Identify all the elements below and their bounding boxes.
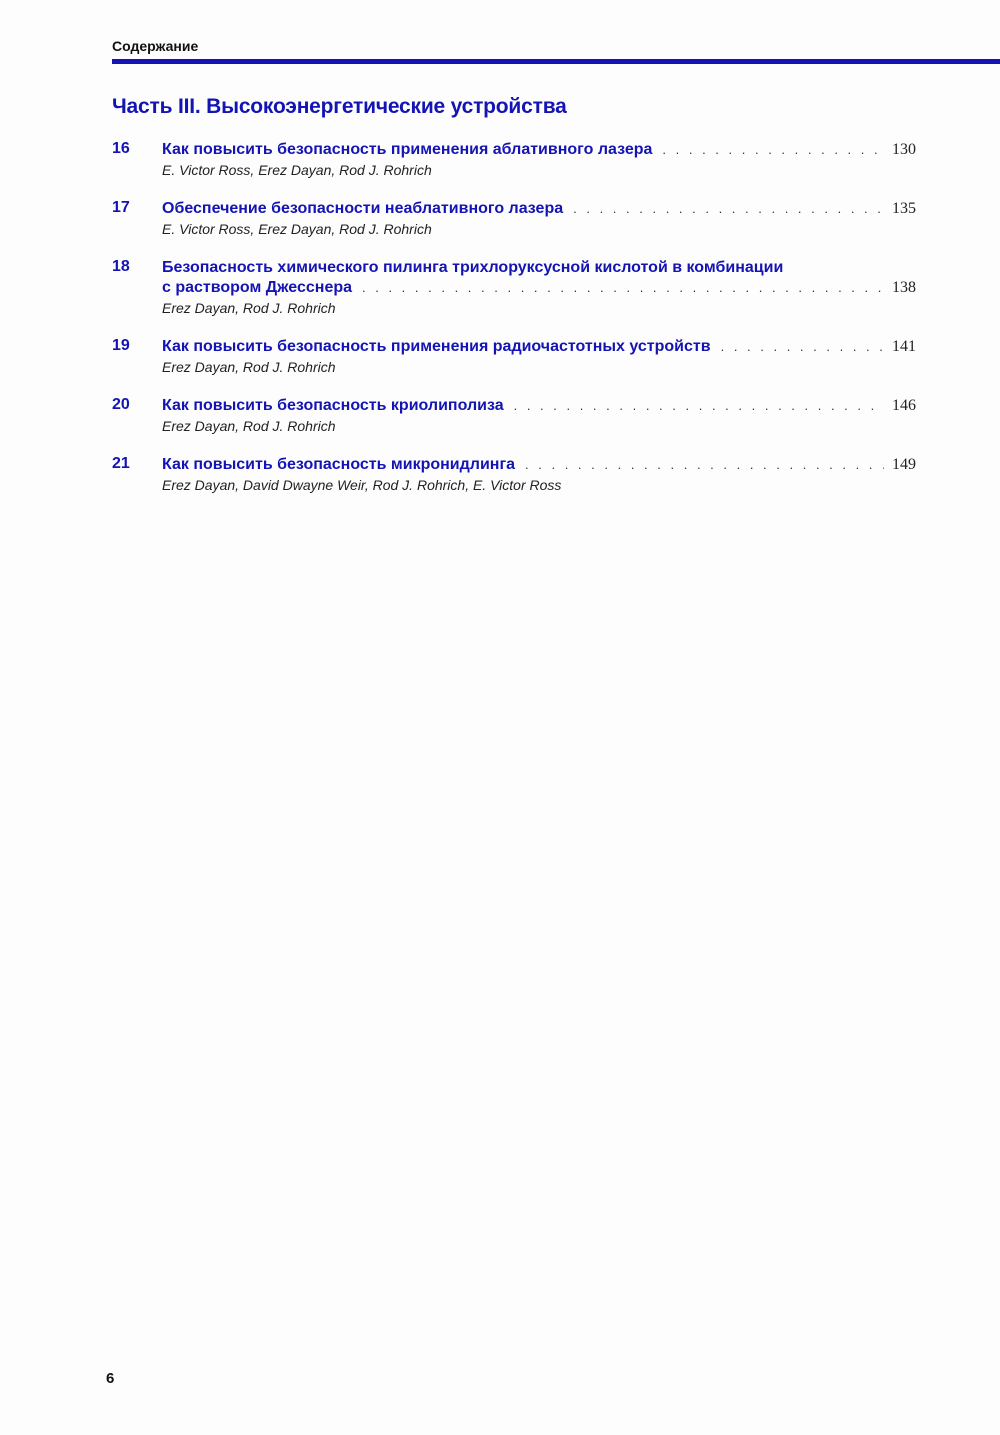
dot-leader bbox=[573, 199, 884, 219]
chapter-number: 18 bbox=[112, 258, 130, 275]
chapter-title-line-1[interactable]: Безопасность химического пилинга трихлоруксусной кислотой в комбинации bbox=[162, 259, 784, 276]
chapter-title[interactable]: Как повысить безопасность применения аблативного лазера bbox=[162, 141, 653, 158]
page-number: 146 bbox=[892, 397, 916, 414]
part-title: Часть III. Высокоэнергетические устройства bbox=[112, 95, 567, 118]
chapter-title[interactable]: Как повысить безопасность микронидлинга bbox=[162, 456, 516, 473]
toc-entry-18[interactable] bbox=[112, 258, 916, 318]
table-of-contents bbox=[112, 140, 916, 514]
dot-leader bbox=[662, 140, 884, 160]
toc-entry-16[interactable] bbox=[112, 140, 916, 180]
chapter-authors: Erez Dayan, Rod J. Rohrich bbox=[162, 359, 336, 375]
page-number: 130 bbox=[892, 141, 916, 158]
toc-entry-21[interactable] bbox=[112, 455, 916, 495]
chapter-authors: Erez Dayan, Rod J. Rohrich bbox=[162, 300, 336, 316]
dot-leader bbox=[721, 337, 884, 357]
chapter-authors: E. Victor Ross, Erez Dayan, Rod J. Rohrich bbox=[162, 221, 432, 237]
chapter-authors: Erez Dayan, David Dwayne Weir, Rod J. Rohrich, E. Victor Ross bbox=[162, 477, 562, 493]
chapter-number: 21 bbox=[112, 455, 130, 472]
page-number: 138 bbox=[892, 279, 916, 296]
folio-page-number: 6 bbox=[106, 1370, 115, 1387]
page-number: 149 bbox=[892, 456, 916, 473]
toc-entry-17[interactable] bbox=[112, 199, 916, 239]
running-head: Содержание bbox=[112, 38, 199, 54]
chapter-title[interactable]: с раствором Джесснера bbox=[162, 279, 353, 296]
chapter-title[interactable]: Как повысить безопасность применения радиочастотных устройств bbox=[162, 338, 711, 355]
chapter-number: 17 bbox=[112, 199, 130, 216]
page-number: 135 bbox=[892, 200, 916, 217]
chapter-authors: E. Victor Ross, Erez Dayan, Rod J. Rohrich bbox=[162, 162, 432, 178]
dot-leader bbox=[362, 278, 884, 298]
header-rule bbox=[112, 59, 1000, 64]
chapter-title[interactable]: Как повысить безопасность криолиполиза bbox=[162, 397, 504, 414]
dot-leader bbox=[514, 396, 884, 416]
chapter-title[interactable]: Обеспечение безопасности неаблативного лазера bbox=[162, 200, 564, 217]
page-number: 141 bbox=[892, 338, 916, 355]
toc-entry-19[interactable] bbox=[112, 337, 916, 377]
dot-leader bbox=[525, 455, 884, 475]
chapter-number: 16 bbox=[112, 140, 130, 157]
toc-entry-20[interactable] bbox=[112, 396, 916, 436]
chapter-number: 20 bbox=[112, 396, 130, 413]
chapter-number: 19 bbox=[112, 337, 130, 354]
chapter-authors: Erez Dayan, Rod J. Rohrich bbox=[162, 418, 336, 434]
